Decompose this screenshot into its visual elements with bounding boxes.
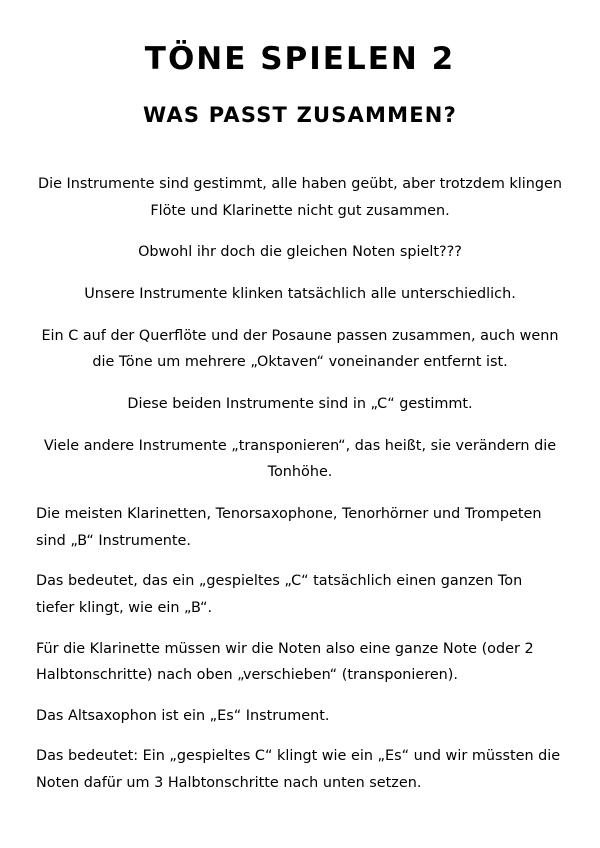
paragraph: Unsere Instrumente klinken tatsächlich alle unterschiedlich. xyxy=(84,286,516,303)
paragraph: Diese beiden Instrumente sind in „C“ gestimmt. xyxy=(127,396,473,413)
page-title: TÖNE SPIELEN 2 xyxy=(144,41,456,77)
paragraph: Das Altsaxophon ist ein „Es“ Instrument. xyxy=(36,707,330,724)
paragraph: Viele andere Instrumente „transponieren“, das heißt, sie verändern die Tonhöhe. xyxy=(43,437,557,481)
paragraph: Obwohl ihr doch die gleichen Noten spielt??? xyxy=(138,244,462,261)
page-subtitle: WAS PASST ZUSAMMEN? xyxy=(143,103,457,128)
paragraph: Für die Klarinette müssen wir die Noten also eine ganze Note (oder 2 Halbtonschritte) nach oben „verschieben“ (transponieren). xyxy=(36,640,534,684)
paragraph: Die Instrumente sind gestimmt, alle haben geübt, aber trotzdem klingen Flöte und Klarinette nicht gut zusammen. xyxy=(38,176,562,219)
document-body xyxy=(36,171,564,797)
paragraph: Ein C auf der Querflöte und der Posaune passen zusammen, auch wenn die Töne um mehrere „Oktaven“ voneinander entfernt ist. xyxy=(41,327,559,371)
paragraph: Das bedeutet: Ein „gespieltes C“ klingt wie ein „Es“ und wir müssten die Noten dafür um 3 Halbtonschritte nach unten setzen. xyxy=(36,748,561,792)
paragraph: Die meisten Klarinetten, Tenorsaxophone, Tenorhörner und Trompeten sind „B“ Instrumente. xyxy=(36,505,542,549)
paragraph: Das bedeutet, das ein „gespieltes „C“ tatsächlich einen ganzen Ton tiefer klingt, wie ein „B“. xyxy=(36,573,523,616)
